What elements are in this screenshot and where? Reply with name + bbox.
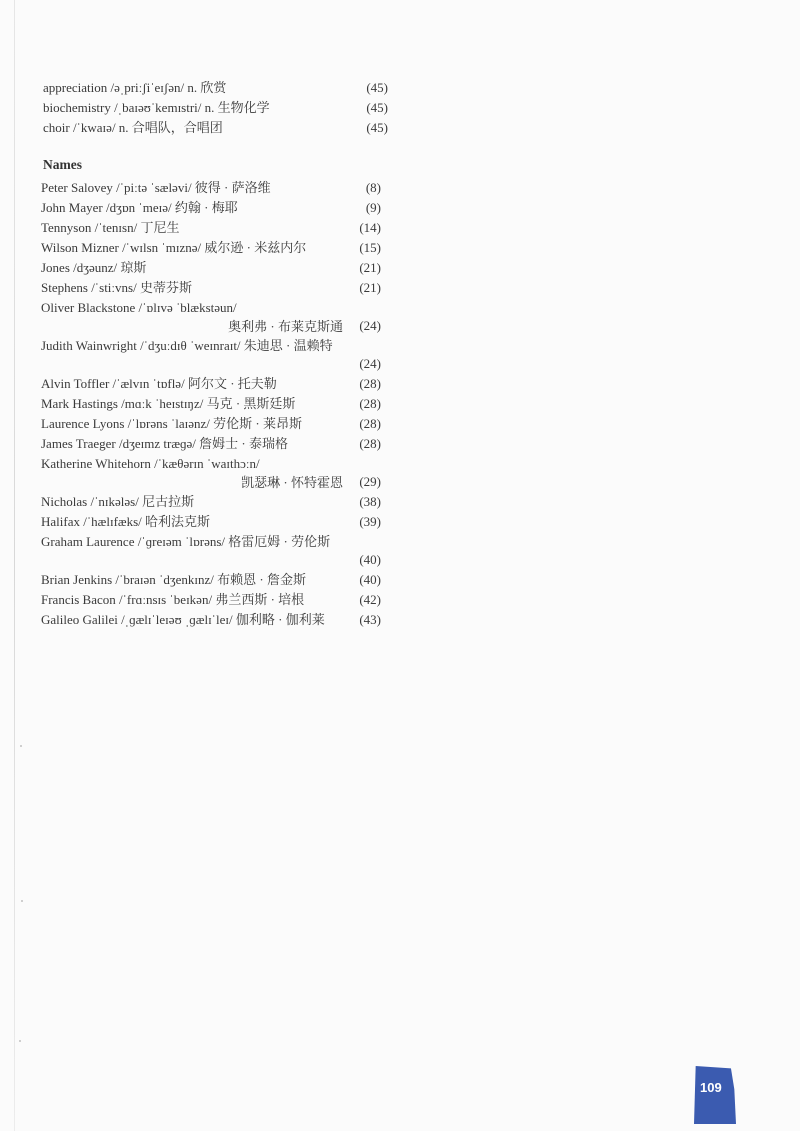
names-entry-text: Peter Salovey /ˈpiːtə ˈsæləvi/ 彼得 · 萨洛维 [41, 180, 271, 195]
names-entry-page-ref: (14) [359, 220, 381, 235]
page-number-tab [694, 1066, 736, 1124]
names-entry [41, 434, 381, 454]
names-entry [41, 198, 381, 218]
names-entry-page-ref: (28) [359, 436, 381, 451]
names-list [41, 178, 381, 630]
names-entry-continuation: 凯瑟琳 · 怀特霍恩 [241, 475, 343, 490]
names-entry-page-ref: (21) [359, 260, 381, 275]
scan-speck [21, 900, 23, 902]
names-entry [41, 394, 381, 414]
vocabulary-entry-text: biochemistry /ˌbaɪəʊˈkemɪstri/ n. 生物化学 [43, 100, 270, 115]
names-entry-text: Halifax /ˈhælɪfæks/ 哈利法克斯 [41, 514, 210, 529]
names-entry-page-ref: (40) [359, 572, 381, 587]
vocabulary-entry [43, 118, 388, 138]
names-entry [41, 532, 381, 570]
names-entry-text: Oliver Blackstone /ˈɒlɪvə ˈblækstəun/ [41, 300, 237, 315]
names-entry [41, 178, 381, 198]
names-entry-text: John Mayer /dʒɒn ˈmeɪə/ 约翰 · 梅耶 [41, 200, 238, 215]
names-entry [41, 374, 381, 394]
names-entry [41, 512, 381, 532]
names-entry-text: Tennyson /ˈtenɪsn/ 丁尼生 [41, 220, 180, 235]
names-entry-text: Alvin Toffler /ˈælvɪn ˈtɒflə/ 阿尔文 · 托夫勒 [41, 376, 277, 391]
names-entry-continuation: 奥利弗 · 布莱克斯通 [228, 319, 343, 334]
names-entry-text: Brian Jenkins /ˈbraɪən ˈdʒenkɪnz/ 布赖恩 · 詹金斯 [41, 572, 306, 587]
scan-speck [20, 745, 22, 747]
names-entry-text: Judith Wainwright /ˈdʒuːdɪθ ˈweɪnraɪt/ 朱迪思 · 温赖特 [41, 338, 333, 353]
names-entry-page-ref: (43) [359, 612, 381, 627]
names-entry [41, 610, 381, 630]
names-entry [41, 336, 381, 374]
names-entry [41, 414, 381, 434]
names-heading: Names [43, 157, 82, 172]
names-entry-text: James Traeger /dʒeɪmz træɡə/ 詹姆士 · 泰瑞格 [41, 436, 288, 451]
names-entry-text: Galileo Galilei /ˌɡælɪˈleɪəʊ ˌɡælɪˈleɪ/ 伽利略 · 伽利莱 [41, 612, 325, 627]
names-entry-page-ref: (15) [359, 240, 381, 255]
names-entry-text: Nicholas /ˈnɪkələs/ 尼古拉斯 [41, 494, 195, 509]
vocabulary-entry-text: choir /ˈkwaɪə/ n. 合唱队，合唱团 [43, 120, 223, 135]
names-entry-page-ref: (28) [359, 376, 381, 391]
names-entry-page-ref: (38) [359, 494, 381, 509]
page-number: 109 [700, 1080, 722, 1095]
names-entry-text: Jones /dʒəunz/ 琼斯 [41, 260, 147, 275]
names-entry-text: Mark Hastings /mɑːk ˈheɪstɪŋz/ 马克 · 黑斯廷斯 [41, 396, 296, 411]
names-entry-text: Laurence Lyons /ˈlɒrəns ˈlaɪənz/ 劳伦斯 · 莱昂斯 [41, 416, 302, 431]
vocabulary-entry [43, 78, 388, 98]
page-edge-shadow [14, 0, 15, 1131]
names-entry-text: Graham Laurence /ˈɡreɪəm ˈlɒrəns/ 格雷厄姆 · 劳伦斯 [41, 534, 331, 549]
vocabulary-entry-text: appreciation /əˌpriːʃiˈeɪʃən/ n. 欣赏 [43, 80, 227, 95]
names-entry-text: Stephens /ˈstiːvns/ 史蒂芬斯 [41, 280, 192, 295]
names-entry [41, 278, 381, 298]
vocabulary-list [43, 78, 388, 138]
names-entry [41, 218, 381, 238]
names-entry-page-ref: (24) [359, 318, 381, 333]
names-entry-continuation [41, 355, 381, 374]
names-entry-text: Katherine Whitehorn /ˈkæθərɪn ˈwaɪthɔːn/ [41, 456, 260, 471]
names-entry [41, 492, 381, 512]
names-entry-text: Wilson Mizner /ˈwɪlsn ˈmɪznə/ 威尔逊 · 米兹内尔 [41, 240, 307, 255]
names-entry-page-ref: (28) [359, 416, 381, 431]
scan-speck [19, 1040, 21, 1042]
names-entry-page-ref: (8) [365, 180, 381, 195]
names-entry-page-ref: (29) [359, 474, 381, 489]
vocabulary-entry [43, 98, 388, 118]
names-entry-page-ref: (9) [365, 200, 381, 215]
names-entry-page-ref: (24) [359, 356, 381, 371]
names-entry-page-ref: (40) [359, 552, 381, 567]
names-entry [41, 454, 381, 492]
names-entry [41, 570, 381, 590]
names-entry-page-ref: (39) [359, 514, 381, 529]
vocabulary-entry-page-ref: (45) [366, 120, 388, 135]
names-entry-page-ref: (42) [359, 592, 381, 607]
names-entry-page-ref: (28) [359, 396, 381, 411]
names-entry-page-ref: (21) [359, 280, 381, 295]
names-entry [41, 590, 381, 610]
names-entry [41, 298, 381, 336]
vocabulary-entry-page-ref: (45) [366, 100, 388, 115]
names-entry-text: Francis Bacon /ˈfrɑːnsɪs ˈbeɪkən/ 弗兰西斯 · 培根 [41, 592, 305, 607]
names-entry-continuation [41, 551, 381, 570]
names-entry [41, 238, 381, 258]
names-entry [41, 258, 381, 278]
vocabulary-entry-page-ref: (45) [366, 80, 388, 95]
